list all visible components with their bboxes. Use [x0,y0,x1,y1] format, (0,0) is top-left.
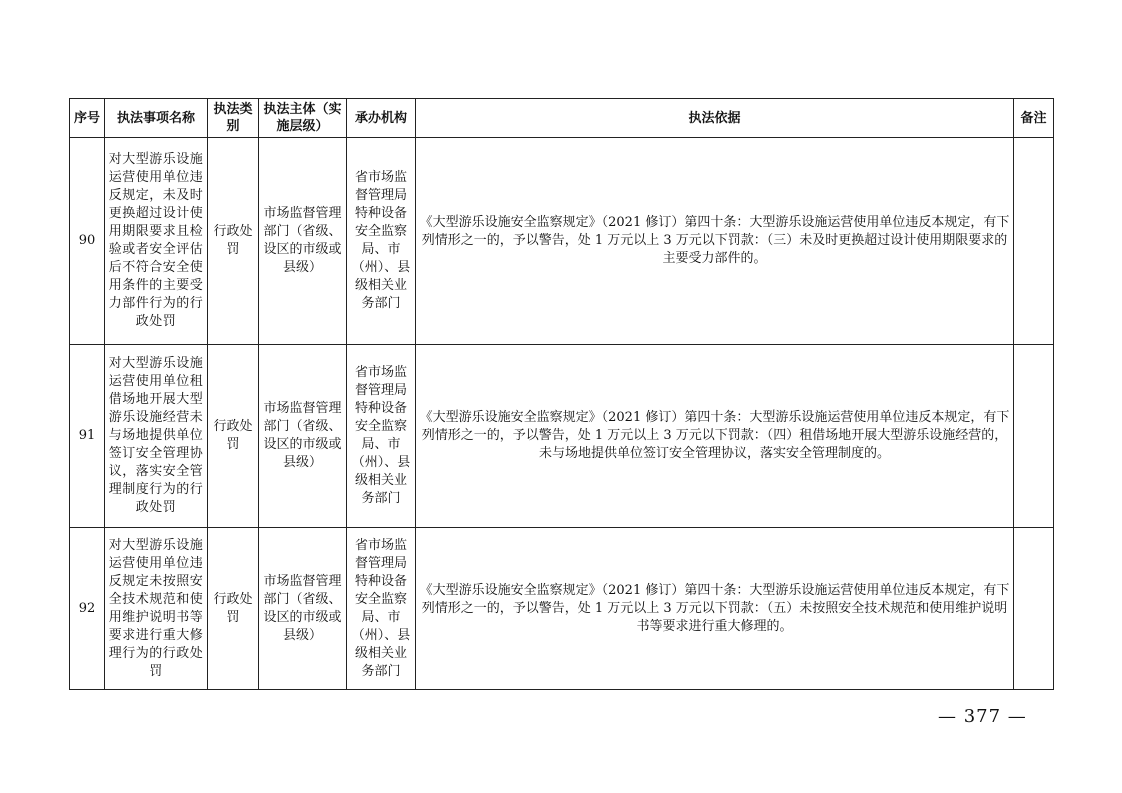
header-basis: 执法依据 [416,99,1014,138]
header-no: 序号 [70,99,105,138]
table-row [70,345,1054,528]
item-name: 对大型游乐设施运营使用单位违反规定未按照安全技术规范和使用维护说明书等要求进行重大修理行为的行政处罚 [105,528,208,690]
header-subject: 执法主体（实施层级） [259,99,347,138]
header-category: 执法类别 [208,99,259,138]
handling-organization: 省市场监督管理局特种设备安全监察局、市（州）、县级相关业务部门 [347,528,416,690]
legal-basis: 《大型游乐设施安全监察规定》（2021 修订）第四十条：大型游乐设施运营使用单位违反本规定，有下列情形之一的，予以警告，处 1 万元以上 3 万元以下罚款：（五）未按照安全技术规范和使用维护说明书等要求进行重大修理的。 [416,528,1014,690]
enforcement-table [69,98,1054,690]
remark [1014,138,1054,345]
enforcement-subject: 市场监督管理部门（省级、设区的市级或县级） [259,345,347,528]
row-number: 91 [70,345,105,528]
table-header-row [70,99,1054,138]
handling-organization: 省市场监督管理局特种设备安全监察局、市（州）、县级相关业务部门 [347,138,416,345]
header-remark: 备注 [1014,99,1054,138]
page-number: — 377 — [938,706,1027,727]
item-name: 对大型游乐设施运营使用单位违反规定，未及时更换超过设计使用期限要求且检验或者安全评估后不符合安全使用条件的主要受力部件行为的行政处罚 [105,138,208,345]
row-number: 92 [70,528,105,690]
header-org: 承办机构 [347,99,416,138]
enforcement-category: 行政处罚 [208,138,259,345]
enforcement-subject: 市场监督管理部门（省级、设区的市级或县级） [259,138,347,345]
item-name: 对大型游乐设施运营使用单位租借场地开展大型游乐设施经营未与场地提供单位签订安全管理协议，落实安全管理制度行为的行政处罚 [105,345,208,528]
remark [1014,528,1054,690]
enforcement-category: 行政处罚 [208,345,259,528]
remark [1014,345,1054,528]
legal-basis: 《大型游乐设施安全监察规定》（2021 修订）第四十条：大型游乐设施运营使用单位违反本规定，有下列情形之一的，予以警告，处 1 万元以上 3 万元以下罚款：（三）未及时更换超过设计使用期限要求的主要受力部件的。 [416,138,1014,345]
table-row [70,528,1054,690]
legal-basis: 《大型游乐设施安全监察规定》（2021 修订）第四十条：大型游乐设施运营使用单位违反本规定，有下列情形之一的，予以警告，处 1 万元以上 3 万元以下罚款：（四）租借场地开展大型游乐设施经营的，未与场地提供单位签订安全管理协议，落实安全管理制度的。 [416,345,1014,528]
enforcement-subject: 市场监督管理部门（省级、设区的市级或县级） [259,528,347,690]
table-row [70,138,1054,345]
row-number: 90 [70,138,105,345]
header-name: 执法事项名称 [105,99,208,138]
enforcement-category: 行政处罚 [208,528,259,690]
handling-organization: 省市场监督管理局特种设备安全监察局、市（州）、县级相关业务部门 [347,345,416,528]
